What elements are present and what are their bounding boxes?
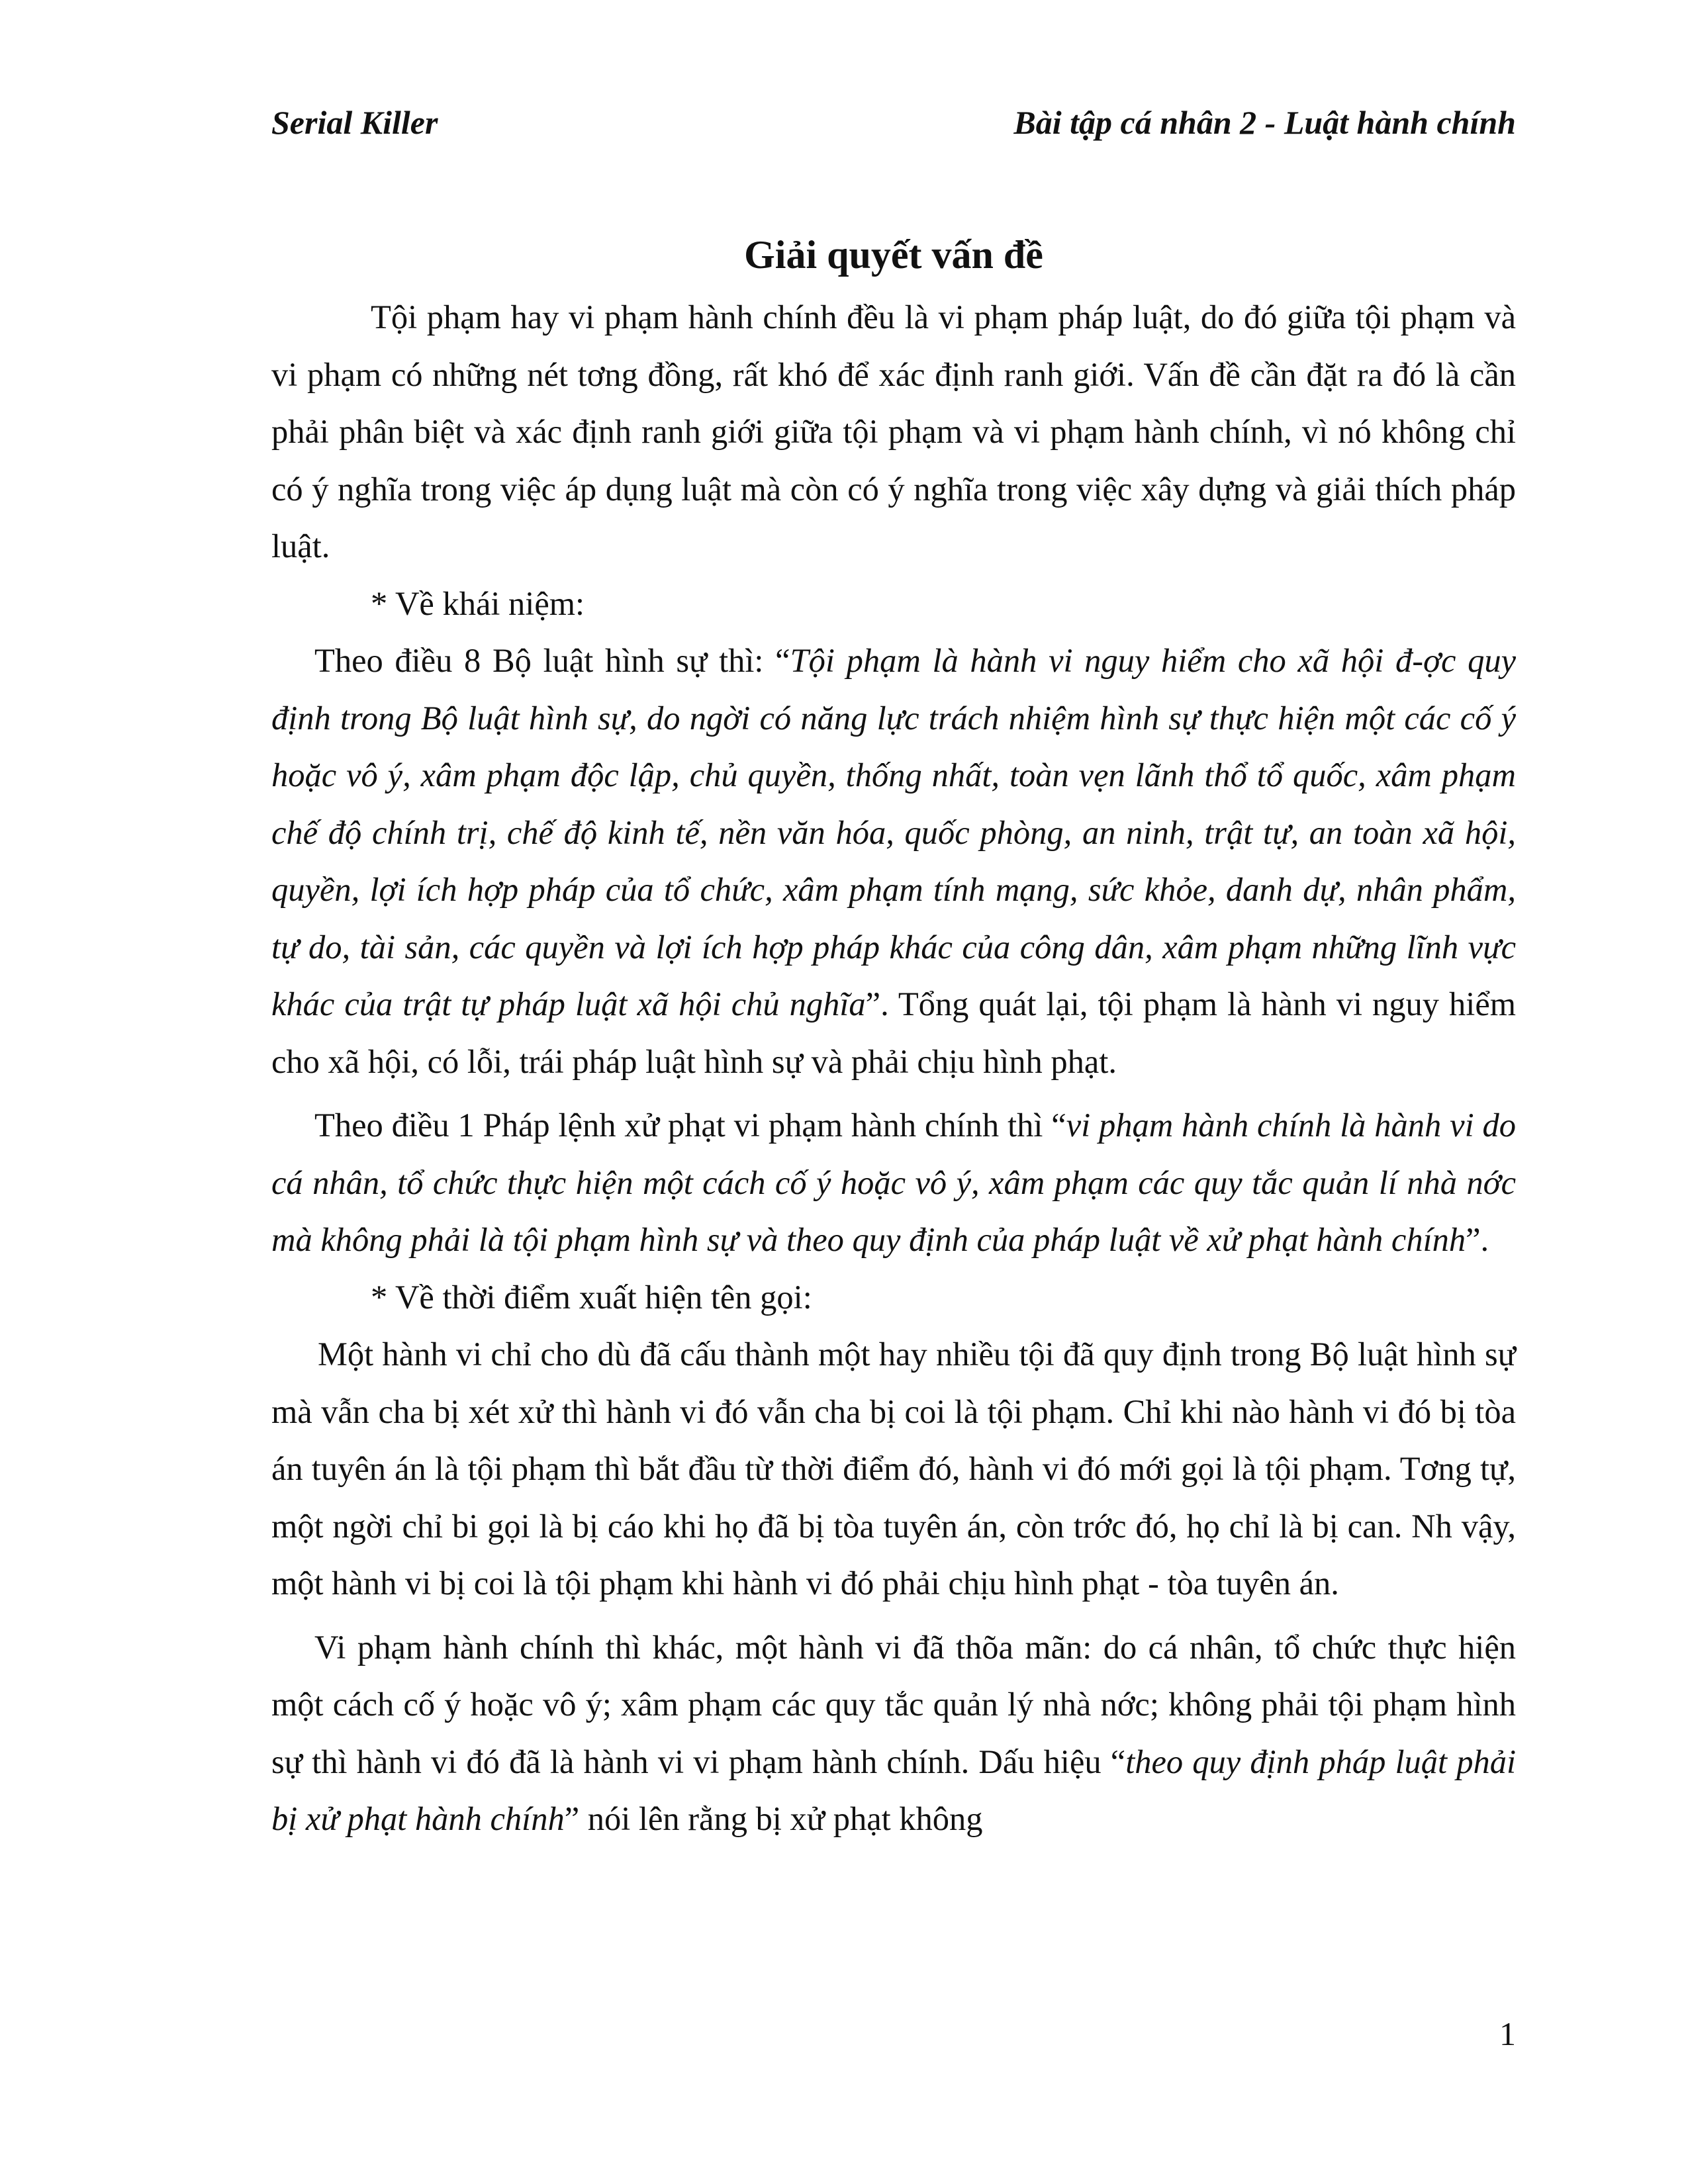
paragraph-crime-definition — [271, 632, 1516, 1090]
heading-time-of-naming: * Về thời điểm xuất hiện tên gọi: — [371, 1278, 812, 1316]
page-number: 1 — [1499, 2015, 1516, 2052]
admin-difference-intro: Vi phạm hành chính thì khác, một hành vi đã thõa mãn: do cá nhân, tổ chức thực hiện một cách cố ý hoặc vô ý; xâm phạm các quy tắc quản lý nhà nớc; không phải tội phạm hình sự thì hành vi đó đã là hành vi vi phạm hành chính. Dấu hiệu “ — [271, 1628, 1516, 1780]
paragraph-time-of-naming: Một hành vi chỉ cho dù đã cấu thành một hay nhiều tội đã quy định trong Bộ luật hình sự mà vẫn cha bị xét xử thì hành vi đó vẫn cha bị coi là tội phạm. Chỉ khi nào hành vi đó bị tòa án tuyên án là tội phạm thì bắt đầu từ thời điểm đó, hành vi đó mới gọi là tội phạm. Tơng tự, một ngời chỉ bi gọi là bị cáo khi họ đã bị tòa tuyên án, còn trớc đó, họ chỉ là bị can. Nh vậy, một hành vi bị coi là tội phạm khi hành vi đó phải chịu hình phạt - tòa tuyên án. — [271, 1336, 1516, 1602]
admin-difference-quote: theo quy định pháp luật phải bị xử phạt hành chính — [271, 1743, 1516, 1837]
admin-definition-intro: Theo điều 1 Pháp lệnh xử phạt vi phạm hành chính thì “ — [314, 1107, 1066, 1144]
paragraph-admin-violation-definition — [271, 1097, 1516, 1269]
section-title: Giải quyết vấn đề — [744, 233, 1043, 277]
heading-concept: * Về khái niệm: — [371, 584, 585, 622]
paragraph-admin-difference — [271, 1619, 1516, 1848]
page-header — [271, 99, 1516, 146]
admin-definition-rest: ”. — [1466, 1221, 1489, 1258]
crime-definition-rest: ”. Tổng quát lại, tội phạm là hành vi nguy hiểm cho xã hội, có lỗi, trái pháp luật hình sự và phải chịu hình phạt. — [271, 985, 1517, 1080]
crime-definition-quote: Tội phạm là hành vi nguy hiểm cho xã hội đ-ợc quy định trong Bộ luật hình sự, do ngời có năng lực trách nhiệm hình sự thực hiện một các cố ý hoặc vô ý, xâm phạm độc lập, chủ quyền, thống nhất, toàn vẹn lãnh thổ tổ quốc, xâm phạm chế độ chính trị, chế độ kinh tế, nền văn hóa, quốc phòng, an ninh, trật tự, an toàn xã hội, quyền, lợi ích hợp pháp của tổ chức, xâm phạm tính mạng, sức khỏe, danh dự, nhân phẩm, tự do, tài sản, các quyền và lợi ích hợp pháp khác của công dân, xâm phạm những lĩnh vực khác của trật tự pháp luật xã hội chủ nghĩa — [271, 642, 1516, 1023]
admin-definition-quote: vi phạm hành chính là hành vi do cá nhân, tổ chức thực hiện một cách cố ý hoặc vô ý, xâm phạm các quy tắc quản lí nhà nớc mà không phải là tội phạm hình sự và theo quy định của pháp luật về xử phạt hành chính — [271, 1107, 1516, 1258]
document-body — [271, 289, 1516, 1848]
crime-definition-intro: Theo điều 8 Bộ luật hình sự thì: “ — [314, 642, 790, 679]
header-right: Bài tập cá nhân 2 - Luật hành chính — [1013, 104, 1516, 141]
admin-difference-rest: ” nói lên rằng bị xử phạt không — [564, 1800, 983, 1837]
paragraph-intro: Tội phạm hay vi phạm hành chính đều là vi phạm pháp luật, do đó giữa tội phạm và vi phạm có những nét tơng đồng, rất khó để xác định ranh giới. Vấn đề cần đặt ra đó là cần phải phân biệt và xác định ranh giới giữa tội phạm và vi phạm hành chính, vì nó không chỉ có ý nghĩa trong việc áp dụng luật mà còn có ý nghĩa trong việc xây dựng và giải thích pháp luật. — [271, 298, 1516, 565]
header-left: Serial Killer — [271, 104, 438, 141]
